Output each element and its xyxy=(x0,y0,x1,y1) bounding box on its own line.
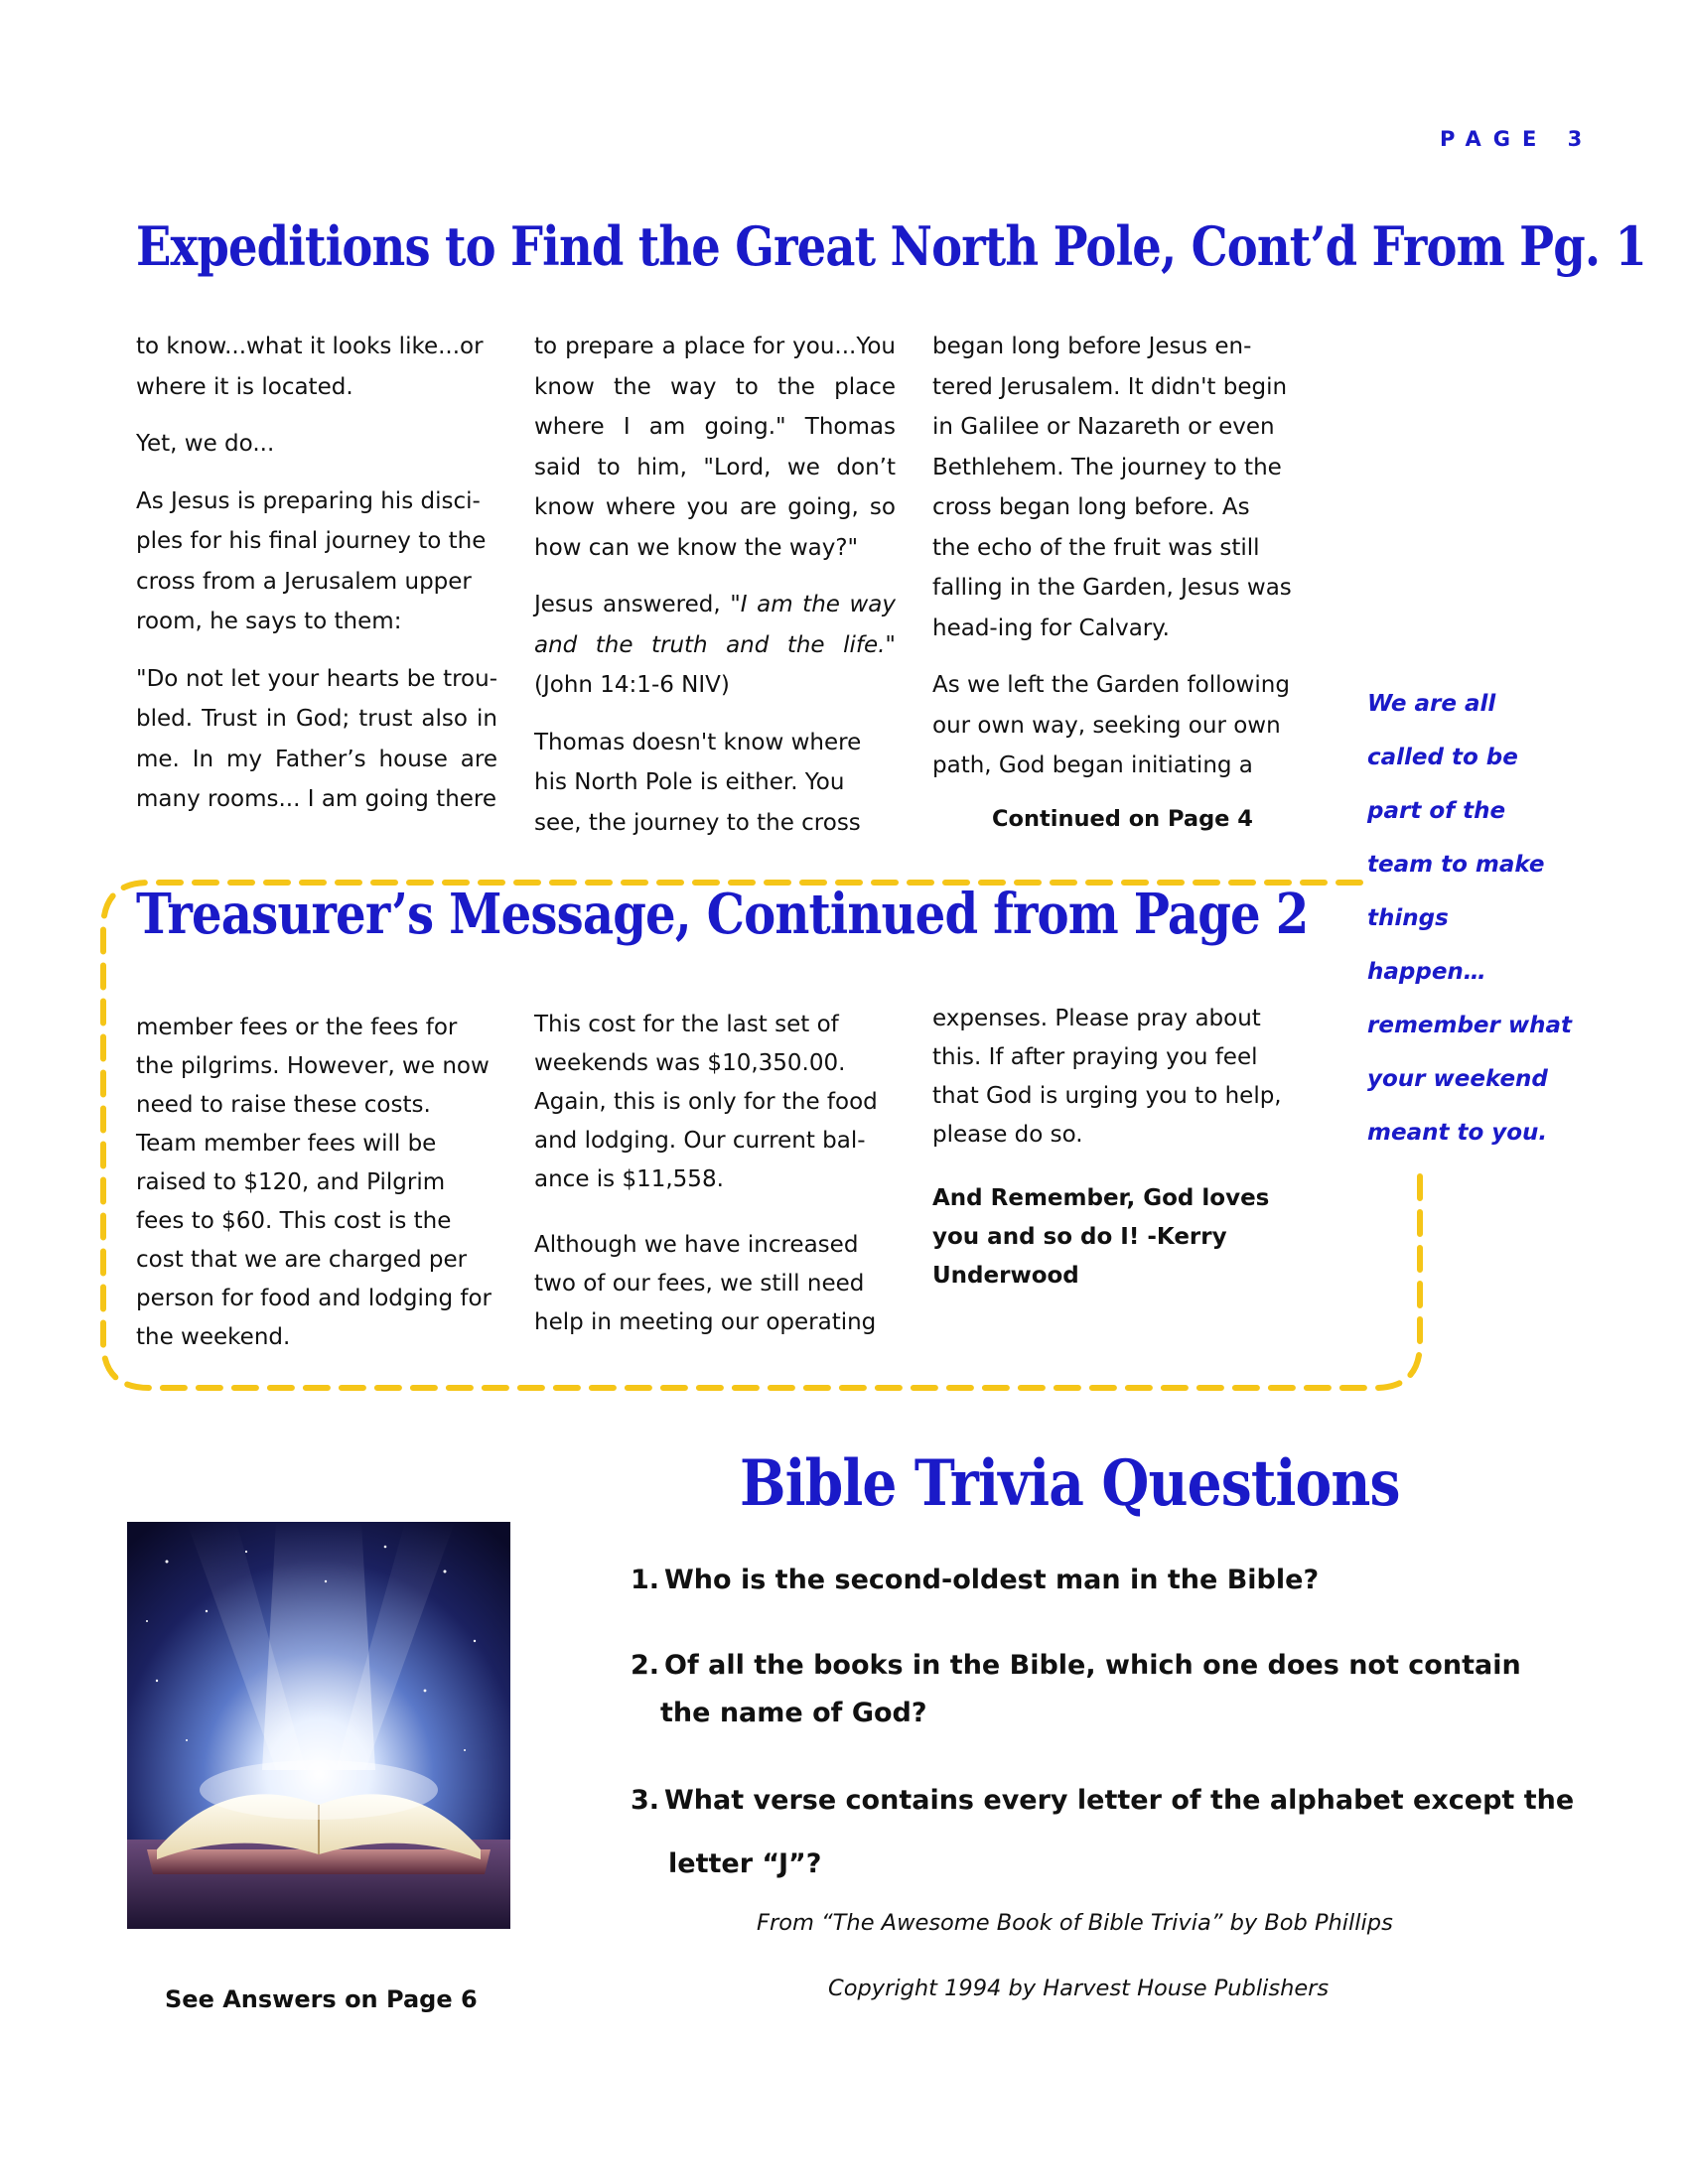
text: Jesus answered, xyxy=(534,592,731,617)
question-number: 2. xyxy=(631,1650,660,1681)
trivia-question-2 xyxy=(631,1642,1521,1690)
pull-quote-line: team to make xyxy=(1367,852,1545,878)
treasurer-column-3 xyxy=(932,1000,1294,1312)
continued-on-page-4: Continued on Page 4 xyxy=(992,806,1253,832)
trivia-source: From “The Awesome Book of Bible Trivia” by Bob Phillips xyxy=(757,1910,1393,1936)
trivia-copyright: Copyright 1994 by Harvest House Publishers xyxy=(828,1976,1330,2001)
treasurer-column-2 xyxy=(534,1006,896,1359)
expeditions-headline: Expeditions to Find the Great North Pole, Cont’d From Pg. 1 xyxy=(136,214,1646,278)
pull-quote-line: meant to you. xyxy=(1367,1120,1548,1146)
paragraph: Although we have increased two of our fees, we still need help in meeting our operating xyxy=(534,1232,877,1335)
paragraph: Yet, we do... xyxy=(136,431,275,457)
trivia-headline: Bible Trivia Questions xyxy=(740,1446,1400,1521)
question-number: 3. xyxy=(631,1785,660,1816)
paragraph: As we left the Garden following our own way, seeking our own path, God began initiating a xyxy=(932,672,1290,778)
trivia-question-3 xyxy=(631,1777,1574,1825)
pull-quote-line: We are all xyxy=(1367,691,1496,717)
pull-quote-line: happen… xyxy=(1367,959,1486,985)
glowing-bible-image xyxy=(127,1522,510,1929)
trivia-question-3-line-2: letter “J”? xyxy=(668,1848,822,1879)
bible-quote: "I am the way and the truth and the life. xyxy=(534,592,896,658)
trivia-question-2-line-2: the name of God? xyxy=(660,1698,927,1728)
paragraph: to prepare a place for you...You know the way to the place where I am going." Thomas said to him, "Lord, we don’t know where you are going, so how can we know the way?" xyxy=(534,334,896,561)
paragraph: member fees or the fees for the pilgrims. However, we now need to raise these costs. Team member fees will be raised to $120, and Pilgrim fees to $60. This cost is the cost that we are charged per person for food and lodging for the weekend. xyxy=(136,1015,492,1350)
question-text: What verse contains every letter of the alphabet except the xyxy=(664,1785,1575,1816)
closing-signature: And Remember, God loves you and so do I! -Kerry Underwood xyxy=(932,1185,1270,1289)
question-text: Of all the books in the Bible, which one does not contain xyxy=(664,1650,1521,1681)
citation: " (John 14:1-6 NIV) xyxy=(534,631,896,698)
treasurer-headline: Treasurer’s Message, Continued from Page 2 xyxy=(136,882,1309,947)
pull-quote-line: things xyxy=(1367,905,1449,931)
paragraph: to know...what it looks like...or where it is located. xyxy=(136,334,484,400)
pull-quote-line: your weekend xyxy=(1367,1066,1548,1092)
paragraph: expenses. Please pray about this. If after praying you feel that God is urging you to help, please do so. xyxy=(932,1006,1282,1148)
trivia-question-1 xyxy=(631,1557,1319,1604)
question-number: 1. xyxy=(631,1565,660,1595)
paragraph: "Do not let your hearts be trou-bled. Trust in God; trust also in me. In my Father’s house are many rooms... I am going there xyxy=(136,665,497,812)
pull-quote-line: called to be xyxy=(1367,745,1518,770)
page-number: PAGE 3 xyxy=(1440,127,1595,151)
paragraph: As Jesus is preparing his disci-ples for his final journey to the cross from a Jerusalem upper room, he says to them: xyxy=(136,487,487,634)
pull-quote-line: part of the xyxy=(1367,798,1506,824)
see-answers-note: See Answers on Page 6 xyxy=(165,1985,478,2013)
paragraph: began long before Jesus en-tered Jerusalem. It didn't begin in Galilee or Nazareth or even Bethlehem. The journey to the cross began long before. As the echo of the fruit was still falling in the Garden, Jesus was head-ing for Calvary. xyxy=(932,334,1292,641)
question-text: Who is the second-oldest man in the Bible? xyxy=(664,1565,1320,1595)
pull-quote-line: remember what xyxy=(1367,1013,1573,1038)
treasurer-column-1 xyxy=(136,1009,497,1374)
paragraph: This cost for the last set of weekends was $10,350.00. Again, this is only for the food and lodging. Our current bal-ance is $11,558. xyxy=(534,1012,878,1192)
paragraph: Thomas doesn't know where his North Pole is either. You see, the journey to the cross xyxy=(534,729,862,836)
